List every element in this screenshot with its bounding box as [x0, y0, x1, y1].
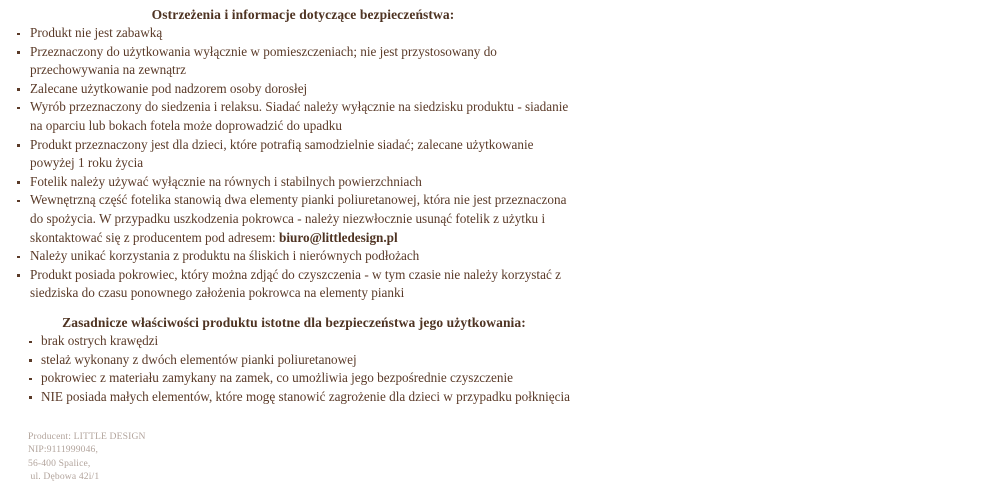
bullet-icon [29, 341, 32, 344]
bullet-icon [17, 144, 20, 147]
list-item [0, 98, 580, 135]
manufacturer-email[interactable]: biuro@littledesign.pl [279, 229, 398, 245]
bullet-icon [17, 88, 20, 91]
bullet-icon [17, 274, 20, 277]
list-item [0, 80, 580, 99]
bullet-icon [17, 107, 20, 110]
list-item [0, 247, 580, 266]
manufacturer-details [28, 430, 146, 483]
list-item-text: brak ostrych krawędzi [41, 333, 159, 348]
list-item [0, 136, 580, 173]
list-item-text: Produkt posiada pokrowiec, który można zdjąć do czyszczenia - w tym czasie nie należy korzystać z siedziska do czasu ponownego założenia pokrowca na elementy pianki [30, 266, 561, 301]
features-list [22, 332, 582, 406]
list-item-text: Wewnętrzną część fotelika stanowią dwa elementy pianki poliuretanowej, która nie jest przeznaczona do spożycia. W przypadku uszkodzenia pokrowca - należy niezwłocznie usunąć fotelik z użytku i skontaktować się z producentem pod adresem: [30, 192, 567, 245]
manufacturer-street-line: ul. Dębowa 42i/1 [28, 470, 100, 482]
list-item [0, 43, 580, 80]
bullet-icon [29, 396, 32, 399]
bullet-icon [17, 33, 20, 36]
list-item [0, 266, 580, 303]
list-item-text: Należy unikać korzystania z produktu na śliskich i nierównych podłożach [30, 248, 420, 264]
list-item-text: Produkt przeznaczony jest dla dzieci, które potrafią samodzielnie siadać; zalecane użytkowanie powyżej 1 roku życia [30, 136, 534, 171]
list-item [22, 388, 582, 407]
bullet-icon [17, 51, 20, 54]
features-section-heading: Zasadnicze właściwości produktu istotne dla bezpieczeństwa jego użytkowania: [62, 315, 526, 330]
list-item-text: NIE posiada małych elementów, które mogę stanowić zagrożenie dla dzieci w przypadku połknięcia [41, 388, 571, 404]
list-item-text: Przeznaczony do użytkowania wyłącznie w pomieszczeniach; nie jest przystosowany do przechowywania na zewnątrz [30, 43, 497, 78]
bullet-icon [17, 181, 20, 184]
bullet-icon [29, 378, 32, 381]
list-item [22, 332, 582, 351]
list-item-text: stelaż wykonany z dwóch elementów pianki poliuretanowej [41, 351, 357, 367]
list-item-text: Wyrób przeznaczony do siedzenia i relaksu. Siadać należy wyłącznie na siedzisku produktu - siadanie na oparciu lub bokach fotela może doprowadzić do upadku [30, 99, 569, 133]
warnings-list [0, 24, 580, 303]
bullet-icon [29, 359, 32, 362]
warnings-section-heading: Ostrzeżenia i informacje dotyczące bezpieczeństwa: [151, 7, 455, 22]
list-item [22, 369, 582, 388]
list-item-text: Zalecane użytkowanie pod nadzorem osoby dorosłej [30, 80, 308, 96]
list-item-text: Fotelik należy używać wyłącznie na równych i stabilnych powierzchniach [30, 173, 422, 189]
list-item [0, 24, 580, 43]
manufacturer-name-line: Producent: LITTLE DESIGN [28, 431, 146, 442]
list-item-text: pokrowiec z materiału zamykany na zamek, co umożliwia jego bezpośrednie czyszczenie [41, 370, 513, 386]
list-item [0, 173, 580, 192]
manufacturer-nip-line: NIP:9111999046, [28, 444, 99, 456]
list-item [22, 351, 582, 370]
bullet-icon [17, 200, 20, 203]
list-item-contact [0, 191, 580, 247]
bullet-icon [17, 256, 20, 259]
manufacturer-city-line: 56-400 Spalice, [28, 457, 91, 469]
list-item-text: Produkt nie jest zabawką [30, 25, 163, 40]
